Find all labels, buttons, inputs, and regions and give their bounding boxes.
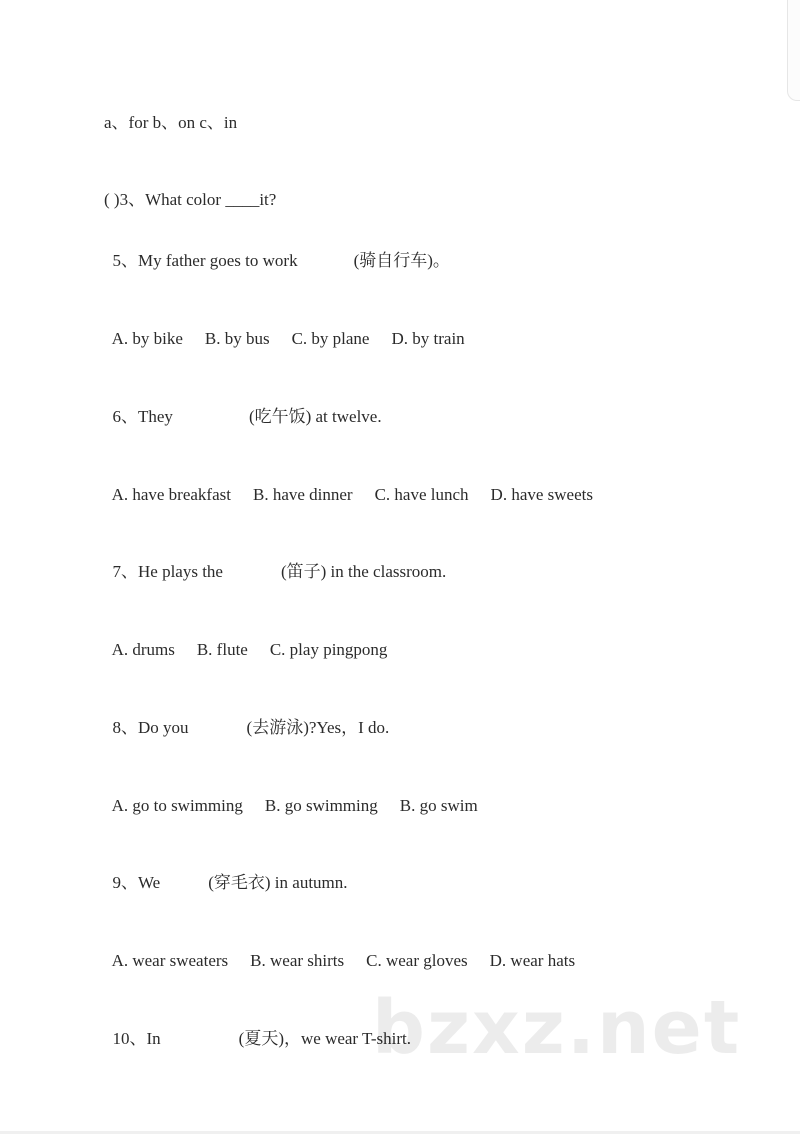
option-d: D. wear hats: [489, 951, 576, 970]
option-a: A. by bike: [111, 329, 183, 348]
question-5-suffix: (骑自行车)。: [353, 251, 450, 270]
option-a: A. wear sweaters: [111, 951, 229, 970]
question-10: [104, 1006, 411, 1050]
question-7-prefix: 7、He plays the: [112, 562, 223, 581]
question-6-prefix: 6、They: [112, 407, 173, 426]
question-3: ( )3、What color ____it?: [104, 190, 277, 209]
option-c: C. play pingpong: [269, 640, 388, 659]
question-10-suffix: (夏天)，we wear T-shirt.: [238, 1029, 411, 1048]
question-9-prefix: 9、We: [112, 873, 161, 892]
option-b: B. go swimming: [264, 796, 378, 815]
option-d: D. have sweets: [490, 485, 593, 504]
options-line-top: a、for b、on c、in: [104, 113, 238, 132]
option-a: A. have breakfast: [111, 485, 231, 504]
page-edge: [787, 0, 800, 101]
question-10-prefix: 10、In: [112, 1029, 161, 1048]
option-c: C. by plane: [291, 329, 370, 348]
option-b: B. by bus: [204, 329, 270, 348]
option-d: D. by train: [391, 329, 465, 348]
question-6: [104, 384, 382, 428]
option-c: C. have lunch: [374, 485, 469, 504]
option-c: C. wear gloves: [366, 951, 468, 970]
question-9-suffix: (穿毛衣) in autumn.: [208, 873, 348, 892]
question-7: [104, 539, 446, 583]
question-8-prefix: 8、Do you: [112, 718, 189, 737]
option-b: B. have dinner: [252, 485, 353, 504]
question-8: [104, 695, 389, 739]
question-7-suffix: (笛子) in the classroom.: [280, 562, 447, 581]
question-7-options: [104, 617, 387, 661]
option-b: B. wear shirts: [250, 951, 345, 970]
question-5: [104, 228, 450, 272]
option-a: A. drums: [111, 640, 175, 659]
option-a: A. go to swimming: [111, 796, 243, 815]
question-6-suffix: (吃午饭) at twelve.: [248, 407, 382, 426]
question-5-prefix: 5、My father goes to work: [112, 251, 298, 270]
question-8-options: [104, 773, 478, 817]
question-8-suffix: (去游泳)?Yes，I do.: [246, 718, 390, 737]
question-9: [104, 850, 348, 894]
watermark: bzxz.net: [372, 985, 742, 1071]
option-c: B. go swim: [399, 796, 478, 815]
option-b: B. flute: [196, 640, 248, 659]
question-6-options: [104, 462, 593, 506]
question-9-options: [104, 928, 575, 972]
question-5-options: [104, 306, 465, 350]
